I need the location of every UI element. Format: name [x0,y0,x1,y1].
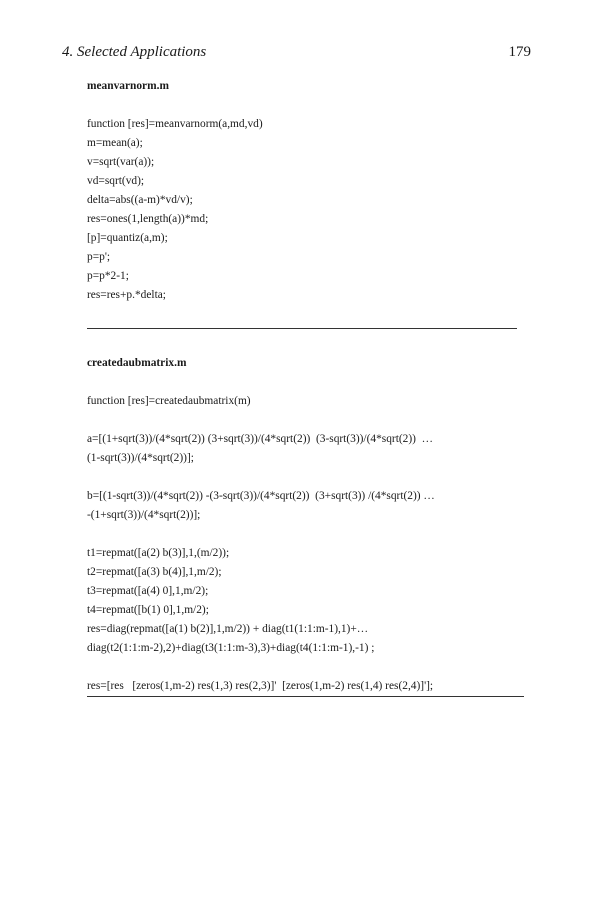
section-filename: meanvarnorm.m [87,80,169,92]
code-line: res=[res [zeros(1,m-2) res(1,3) res(2,3)]' [zeros(1,m-2) res(1,4) res(2,4)]']; [87,680,434,692]
code-line: [p]=quantiz(a,m); [87,232,168,244]
code-line: t4=repmat([b(1) 0],1,m/2); [87,604,209,616]
code-line: delta=abs((a-m)*vd/v); [87,194,193,206]
code-line: function [res]=meanvarnorm(a,md,vd) [87,118,263,130]
code-line: m=mean(a); [87,137,143,149]
code-line: diag(t2(1:1:m-2),2)+diag(t3(1:1:m-3),3)+diag(t4(1:1:m-1),-1) ; [87,642,375,654]
code-line: (1-sqrt(3))/(4*sqrt(2))]; [87,452,194,464]
page-header [62,44,531,64]
code-line: res=ones(1,length(a))*md; [87,213,209,225]
code-line: t3=repmat([a(4) 0],1,m/2); [87,585,209,597]
page-content [87,71,527,697]
code-line: res=res+p.*delta; [87,289,166,301]
chapter-title: 4. Selected Applications [62,44,207,60]
code-line: v=sqrt(var(a)); [87,156,155,168]
page-number: 179 [508,44,531,60]
code-line: p=p*2-1; [87,270,129,282]
code-line: res=diag(repmat([a(1) b(2)],1,m/2)) + diag(t1(1:1:m-1),1)+… [87,623,369,635]
code-line: -(1+sqrt(3))/(4*sqrt(2))]; [87,509,201,521]
code-line: t1=repmat([a(2) b(3)],1,(m/2)); [87,547,230,559]
code-line: b=[(1-sqrt(3))/(4*sqrt(2)) -(3-sqrt(3))/(4*sqrt(2)) (3+sqrt(3)) /(4*sqrt(2)) … [87,490,435,502]
code-block [87,115,527,305]
code-line: vd=sqrt(vd); [87,175,145,187]
code-line: p=p'; [87,251,111,263]
code-line: function [res]=createdaubmatrix(m) [87,395,251,407]
section-filename: createdaubmatrix.m [87,357,187,369]
code-line: t2=repmat([a(3) b(4)],1,m/2); [87,566,222,578]
section-divider [87,696,524,697]
code-line: a=[(1+sqrt(3))/(4*sqrt(2)) (3+sqrt(3))/(4*sqrt(2)) (3-sqrt(3))/(4*sqrt(2)) … [87,433,434,445]
